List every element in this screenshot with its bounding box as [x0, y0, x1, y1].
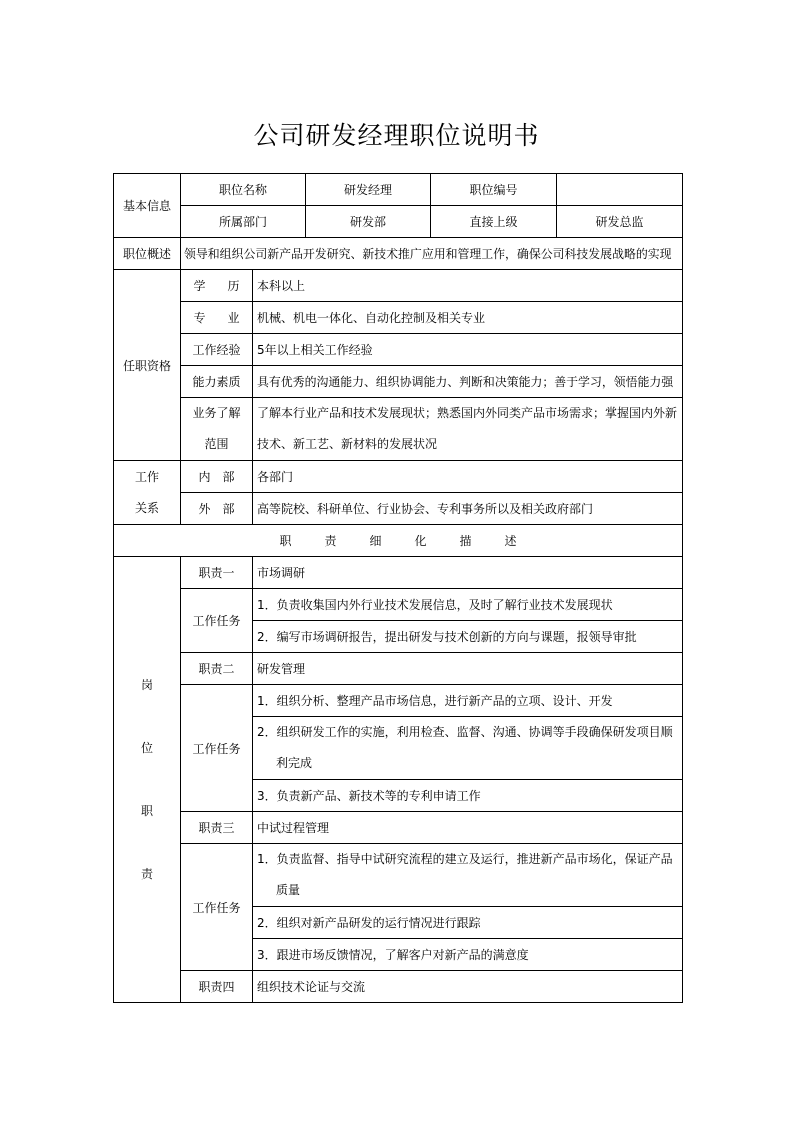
relations-label	[114, 461, 181, 525]
external-label-char-1: 外	[198, 502, 211, 516]
duty-2-task-3: 3．负责新产品、新技术等的专利申请工作	[253, 780, 683, 812]
duties-label	[114, 557, 181, 1003]
summary-row	[114, 238, 683, 270]
experience-value: 5年以上相关工作经验	[253, 334, 683, 366]
position-name-value: 研发经理	[306, 174, 431, 206]
duties-header-char: 描	[459, 534, 472, 548]
scope-row	[114, 398, 683, 461]
duties-header-char: 述	[504, 534, 517, 548]
basic-info-row-2	[114, 206, 683, 238]
summary-label: 职位概述	[114, 238, 181, 270]
position-code-label: 职位编号	[431, 174, 557, 206]
duty-3-task-2: 2．组织对新产品研发的运行情况进行跟踪	[253, 907, 683, 939]
scope-label	[181, 398, 253, 461]
duty-3-task-1-row	[114, 844, 683, 907]
education-row	[114, 270, 683, 302]
ability-row	[114, 366, 683, 398]
duty-1-task-label: 工作任务	[181, 589, 253, 653]
major-label	[181, 302, 253, 334]
scope-value: 了解本行业产品和技术发展现状；熟悉国内外同类产品市场需求；掌握国内外新技术、新工艺、新材料的发展状况	[253, 398, 683, 461]
position-code-value	[557, 174, 683, 206]
duty-2-task-1-row	[114, 685, 683, 717]
duty-2-task-label: 工作任务	[181, 685, 253, 812]
external-label-char-2: 部	[222, 502, 235, 516]
duty-2-task-2-text: 2．组织研发工作的实施，利用检查、监督、沟通、协调等手段确保研发项目顺利完成	[257, 725, 673, 770]
department-value: 研发部	[306, 206, 431, 238]
duty-1-label: 职责一	[181, 557, 253, 589]
superior-value: 研发总监	[557, 206, 683, 238]
duty-3-task-1-text: 1．负责监督、指导中试研究流程的建立及运行，推进新产品市场化，保证产品质量	[257, 852, 673, 897]
duty-3-row	[114, 812, 683, 844]
position-name-label: 职位名称	[181, 174, 306, 206]
duty-3-task-label: 工作任务	[181, 844, 253, 971]
internal-label	[181, 461, 253, 493]
summary-text: 领导和组织公司新产品开发研究、新技术推广应用和管理工作，确保公司科技发展战略的实现	[181, 238, 683, 270]
basic-info-row-1	[114, 174, 683, 206]
duty-1-title: 市场调研	[253, 557, 683, 589]
scope-label-line-1: 业务了解	[192, 406, 241, 420]
duties-header-char: 化	[414, 534, 427, 548]
ability-label: 能力素质	[181, 366, 253, 398]
duties-label-char: 岗	[140, 677, 153, 692]
duty-1-row	[114, 557, 683, 589]
education-label	[181, 270, 253, 302]
relations-label-line-1: 工作	[134, 469, 159, 484]
duties-header	[114, 525, 683, 557]
internal-value: 各部门	[253, 461, 683, 493]
major-value: 机械、机电一体化、自动化控制及相关专业	[253, 302, 683, 334]
page-title: 公司研发经理职位说明书	[253, 121, 540, 150]
duty-1-task-1: 1．负责收集国内外行业技术发展信息，及时了解行业技术发展现状	[253, 589, 683, 621]
duty-1-task-2: 2．编写市场调研报告，提出研发与技术创新的方向与课题，报领导审批	[253, 621, 683, 653]
duty-4-row	[114, 971, 683, 1003]
duties-label-char: 职	[140, 803, 153, 818]
internal-label-char-1: 内	[198, 470, 211, 484]
external-relation-row	[114, 493, 683, 525]
education-value: 本科以上	[253, 270, 683, 302]
duties-label-char: 位	[140, 740, 153, 755]
ability-value: 具有优秀的沟通能力、组织协调能力、判断和决策能力；善于学习，领悟能力强	[253, 366, 683, 398]
internal-label-char-2: 部	[222, 470, 235, 484]
duty-2-title: 研发管理	[253, 653, 683, 685]
duty-2-row	[114, 653, 683, 685]
education-label-char-2: 历	[227, 279, 240, 293]
basic-info-label: 基本信息	[114, 174, 181, 238]
duties-header-char: 责	[324, 534, 337, 548]
duties-label-char: 责	[140, 866, 153, 881]
duties-header-char: 细	[369, 534, 382, 548]
scope-label-line-2: 范围	[204, 437, 229, 451]
job-description-table	[113, 173, 683, 1003]
superior-label: 直接上级	[431, 206, 557, 238]
duty-3-task-3: 3．跟进市场反馈情况，了解客户对新产品的满意度	[253, 939, 683, 971]
duties-header-row	[114, 525, 683, 557]
relations-label-line-2: 关系	[134, 500, 159, 515]
duty-4-title: 组织技术论证与交流	[253, 971, 683, 1003]
duty-2-label: 职责二	[181, 653, 253, 685]
internal-relation-row	[114, 461, 683, 493]
duty-3-label: 职责三	[181, 812, 253, 844]
duty-3-task-1	[253, 844, 683, 907]
education-label-char-1: 学	[193, 279, 206, 293]
duty-2-task-1: 1．组织分析、整理产品市场信息，进行新产品的立项、设计、开发	[253, 685, 683, 717]
experience-row	[114, 334, 683, 366]
qualifications-label: 任职资格	[114, 270, 181, 461]
major-label-char-2: 业	[227, 311, 240, 325]
duty-1-task-1-row	[114, 589, 683, 621]
duty-2-task-2	[253, 717, 683, 780]
external-value: 高等院校、科研单位、行业协会、专利事务所以及相关政府部门	[253, 493, 683, 525]
duty-4-label: 职责四	[181, 971, 253, 1003]
major-row	[114, 302, 683, 334]
duty-3-title: 中试过程管理	[253, 812, 683, 844]
department-label: 所属部门	[181, 206, 306, 238]
external-label	[181, 493, 253, 525]
major-label-char-1: 专	[193, 311, 206, 325]
duties-header-char: 职	[279, 534, 292, 548]
experience-label: 工作经验	[181, 334, 253, 366]
